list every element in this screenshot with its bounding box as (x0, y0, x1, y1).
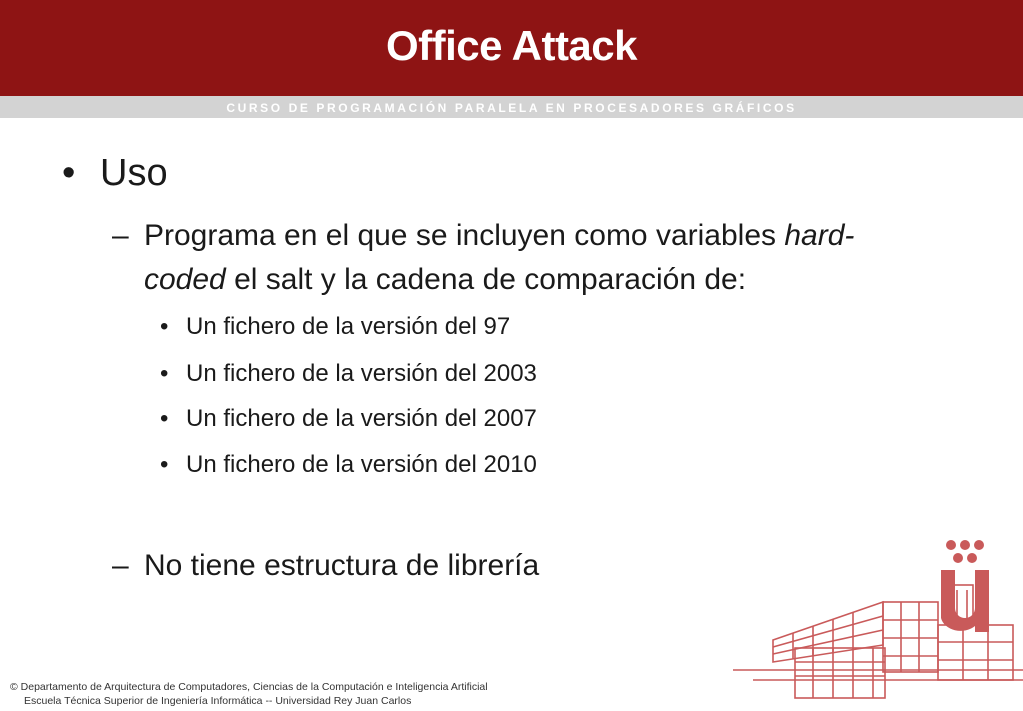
dash-marker: – (112, 549, 129, 582)
bullet-marker: • (62, 152, 76, 194)
list-item-text: Un fichero de la versión del 2010 (186, 451, 537, 478)
footer-school: Escuela Técnica Superior de Ingeniería Informática -- Universidad Rey Juan Carlos (24, 695, 412, 707)
list-item-text: Un fichero de la versión del 97 (186, 313, 511, 340)
list-item-text: Un fichero de la versión del 2003 (186, 360, 537, 387)
bullet-marker: • (160, 451, 169, 478)
bullet-marker: • (160, 360, 169, 387)
course-subtitle: CURSO DE PROGRAMACIÓN PARALELA EN PROCESADORES GRÁFICOS (226, 101, 797, 115)
italic-coded: coded (144, 263, 226, 296)
university-building-logo-icon (733, 530, 1023, 711)
text-part: Programa en el que se incluyen como variables (144, 219, 785, 252)
subbullet-text (144, 214, 964, 302)
text-part: el salt y la cadena de comparación de: (225, 263, 747, 296)
bullet-marker: • (160, 313, 169, 340)
slide-title: Office Attack (385, 22, 638, 69)
dash-marker: – (112, 219, 129, 252)
list-item-text: Un fichero de la versión del 2007 (186, 405, 537, 432)
bullet-text-uso: Uso (100, 152, 168, 194)
italic-hard: hard- (784, 219, 855, 252)
bullet-marker: • (160, 405, 169, 432)
footer-copyright: © Departamento de Arquitectura de Computadores, Ciencias de la Computación e Inteligencia Artificial (10, 681, 488, 693)
subbullet-text: No tiene estructura de librería (144, 549, 540, 582)
